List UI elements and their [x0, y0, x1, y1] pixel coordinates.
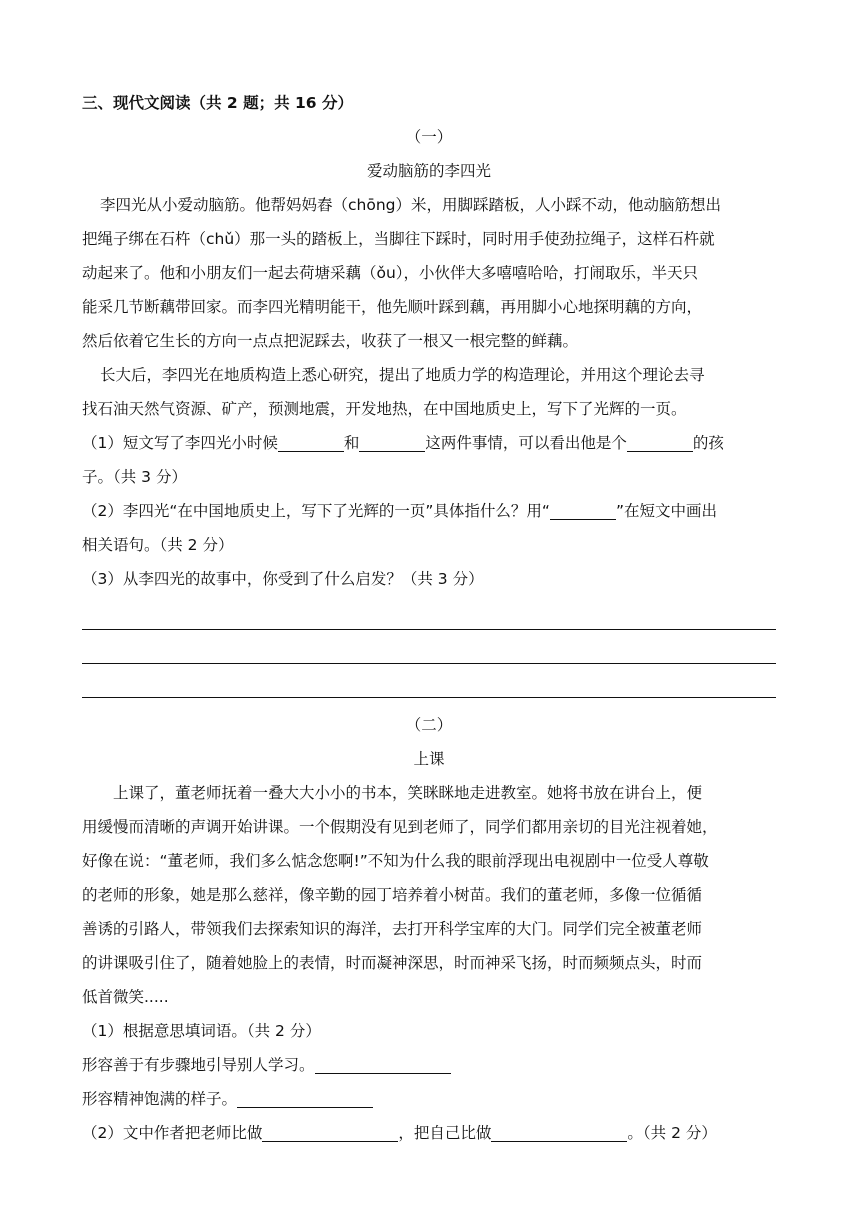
q1-text-c: 这两件事情，可以看出他是个: [425, 434, 627, 452]
section-header: 三、现代文阅读（共 2 题；共 16 分）: [82, 94, 353, 112]
passage1-question-1: [82, 426, 776, 460]
q1-item-text: 形容精神饱满的样子。: [82, 1090, 238, 1108]
q2-text-c: 。（共 2 分）: [627, 1124, 717, 1142]
passage1-line: 找石油天然气资源、矿产，预测地震，开发地热，在中国地质史上，写下了光辉的一页。: [82, 400, 687, 418]
q1-item-text: 形容善于有步骤地引导别人学习。: [82, 1056, 315, 1074]
passage2-line: 用缓慢而清晰的声调开始讲课。一个假期没有见到老师了，同学们都用亲切的目光注视着她，: [82, 818, 718, 836]
passage1-line: 把绳子绑在石杵（chǔ）那一头的踏板上，当脚往下踩时，同时用手使劲拉绳子，这样石杵就: [82, 230, 715, 248]
passage2-line: 上课了，董老师抚着一叠大大小小的书本，笑眯眯地走进教室。她将书放在讲台上，便: [113, 784, 703, 802]
passage2-line: 低首微笑.....: [82, 988, 169, 1006]
q2-text-b: ”在短文中画出: [615, 502, 717, 520]
passage1-title: 爱动脑筋的李四光: [366, 162, 491, 180]
passage2-q1-item-2: [82, 1082, 776, 1116]
q2-text-a: （2）文中作者把老师比做: [82, 1124, 263, 1142]
passage2-question-2: [82, 1116, 776, 1150]
exam-page: [82, 86, 776, 1150]
answer-line[interactable]: [82, 664, 776, 698]
passage1-body: [82, 188, 776, 426]
answer-blank[interactable]: [491, 1123, 627, 1142]
passage2-title: 上课: [413, 750, 445, 768]
q1-text-b: 和: [343, 434, 360, 452]
passage1-line: 动起来了。他和小朋友们一起去荷塘采藕（ǒu），小伙伴大多嘻嘻哈哈，打闹取乐，半天只: [82, 264, 699, 282]
q2-text-b: ，把自己比做: [398, 1124, 492, 1142]
passage1-number: （一）: [405, 128, 453, 146]
passage2-line: 善诱的引路人，带领我们去探索知识的海洋，去打开科学宝库的大门。同学们完全被董老师: [82, 920, 703, 938]
passage1-question-1-cont: 子。（共 3 分）: [82, 468, 187, 486]
q2-text-a: （2）李四光“在中国地质史上，写下了光辉的一页”具体指什么？用“: [82, 502, 550, 520]
passage1-line: 然后依着它生长的方向一点点把泥踩去，收获了一根又一根完整的鲜藕。: [82, 332, 579, 350]
answer-line[interactable]: [82, 596, 776, 630]
passage1-line: 能采几节断藕带回家。而李四光精明能干，他先顺叶踩到藕，再用脚小心地探明藕的方向，: [82, 298, 703, 316]
passage1-question-2-cont: 相关语句。（共 2 分）: [82, 536, 234, 554]
passage2-body: [82, 776, 776, 1014]
q1-text-a: （1）短文写了李四光小时候: [82, 434, 278, 452]
q1-text-d: 的孩: [692, 434, 724, 452]
answer-blank[interactable]: [359, 433, 425, 452]
answer-blank[interactable]: [315, 1055, 451, 1074]
passage2-q1-item-1: [82, 1048, 776, 1082]
passage1-line: 李四光从小爱动脑筋。他帮妈妈舂（chōng）米，用脚踩踏板，人小踩不动，他动脑筋想出: [100, 196, 721, 214]
answer-blank[interactable]: [278, 433, 344, 452]
passage2-line: 好像在说：“董老师，我们多么惦念您啊!”不知为什么我的眼前浮现出电视剧中一位受人尊敬: [82, 852, 709, 870]
passage2-line: 的老师的形象，她是那么慈祥，像辛勤的园丁培养着小树苗。我们的董老师，多像一位循循: [82, 886, 703, 904]
passage2-line: 的讲课吸引住了，随着她脸上的表情，时而凝神深思，时而神采飞扬，时而频频点头，时而: [82, 954, 703, 972]
answer-line[interactable]: [82, 630, 776, 664]
answer-blank[interactable]: [627, 433, 693, 452]
answer-area: [82, 596, 776, 698]
passage2-number: （二）: [405, 716, 453, 734]
passage1-question-2: [82, 494, 776, 528]
passage2-question-1: （1）根据意思填词语。（共 2 分）: [82, 1022, 321, 1040]
underline-mark-blank: [550, 501, 616, 520]
passage1-question-3: （3）从李四光的故事中，你受到了什么启发？（共 3 分）: [82, 570, 484, 588]
answer-blank[interactable]: [262, 1123, 398, 1142]
answer-blank[interactable]: [237, 1089, 373, 1108]
passage1-line: 长大后，李四光在地质构造上悉心研究，提出了地质力学的构造理论，并用这个理论去寻: [100, 366, 705, 384]
